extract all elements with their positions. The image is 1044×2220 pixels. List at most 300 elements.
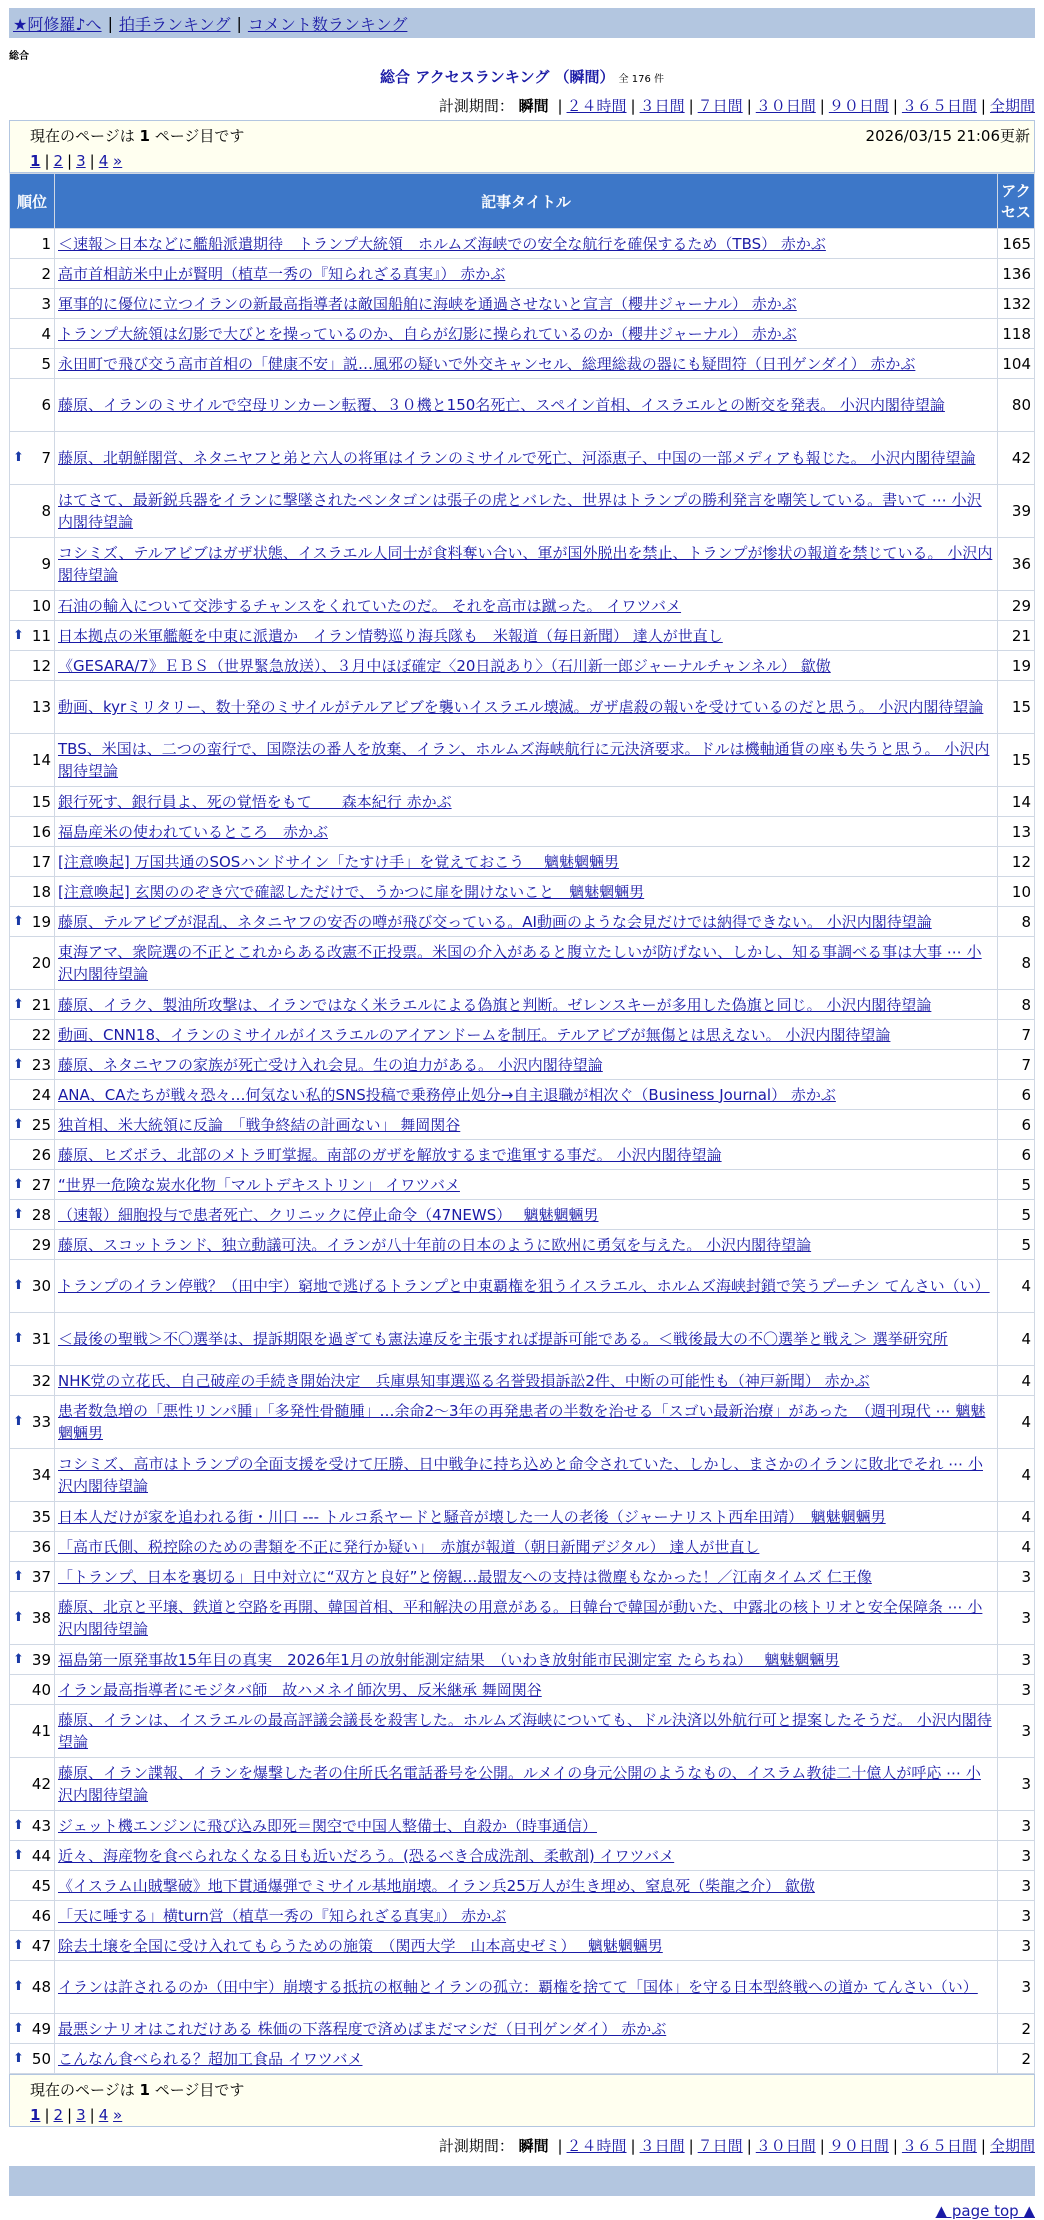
access-count: 13 xyxy=(998,817,1035,847)
up-arrow-icon: ⬆ xyxy=(13,1847,24,1863)
ranking-table xyxy=(9,173,1035,2074)
separator: | xyxy=(746,97,752,115)
rank-number: 10 xyxy=(31,596,51,615)
period-link[interactable]: ３０日間 xyxy=(755,2137,816,2155)
access-count: 7 xyxy=(998,1020,1035,1050)
access-count: 5 xyxy=(998,1230,1035,1260)
title-cell xyxy=(55,907,998,937)
table-row xyxy=(10,349,1035,379)
rank-cell xyxy=(10,349,55,379)
rank-cell xyxy=(10,259,55,289)
rank-cell xyxy=(10,1050,55,1080)
title-cell xyxy=(55,538,998,591)
article-link[interactable]: 東海アマ、衆院選の不正とこれからある改憲不正投票。米国の介入があると腹立たしいが防げない、しかし、知る事調べる事は大事 ⋯ 小沢内閣待望論 xyxy=(58,943,982,983)
access-count: 4 xyxy=(998,1366,1035,1396)
title-cell xyxy=(55,1961,998,2014)
rank-number: 13 xyxy=(31,698,51,716)
rank-number: 19 xyxy=(31,912,51,931)
title-cell xyxy=(55,432,998,485)
rank-number: 49 xyxy=(31,2019,51,2038)
article-link[interactable]: 福島第一原発事故15年目の真実 2026年1月の放射能測定結果 （いわき放射能市民測定室 たらちね） 魑魅魍魎男 xyxy=(58,1650,840,1669)
title-cell xyxy=(55,379,998,432)
title-cell xyxy=(55,1170,998,1200)
page-link[interactable]: 1 xyxy=(30,2106,41,2124)
page-link[interactable]: 1 xyxy=(30,152,41,170)
table-row xyxy=(10,289,1035,319)
article-link[interactable]: 「トランプ、日本を裏切る」日中対立に“双方と良好”と傍観…最盟友への支持は微塵もなかった！／江南タイムズ 仁王像 xyxy=(58,1567,872,1586)
rank-number: 26 xyxy=(31,1145,51,1164)
col-count: アクセス xyxy=(998,174,1035,229)
period-link[interactable]: ７日間 xyxy=(697,2137,743,2155)
access-count: 8 xyxy=(998,937,1035,990)
access-count: 8 xyxy=(998,907,1035,937)
title-cell xyxy=(55,1901,998,1931)
rank-number: 28 xyxy=(31,1205,51,1224)
table-row xyxy=(10,1532,1035,1562)
article-link[interactable]: 独首相、米大統領に反論 「戦争終結の計画ない」 舞岡関谷 xyxy=(58,1115,461,1134)
rank-cell xyxy=(10,1871,55,1901)
access-count: 3 xyxy=(998,1562,1035,1592)
title-cell xyxy=(55,651,998,681)
separator: | xyxy=(67,2106,73,2124)
separator: | xyxy=(688,97,694,115)
period-link[interactable]: ３６５日間 xyxy=(901,2137,977,2155)
up-arrow-icon: ⬆ xyxy=(13,627,24,643)
title-cell xyxy=(55,2014,998,2044)
up-arrow-icon: ⬆ xyxy=(13,1206,24,1222)
title-cell xyxy=(55,1110,998,1140)
table-row xyxy=(10,877,1035,907)
article-link[interactable]: ＜速報＞日本などに艦船派遣期待 トランプ大統領 ホルムズ海峡での安全な航行を確保するため（TBS） 赤かぶ xyxy=(58,234,826,253)
col-title: 記事タイトル xyxy=(55,174,998,229)
table-row xyxy=(10,621,1035,651)
table-row xyxy=(10,1449,1035,1502)
up-arrow-icon: ⬆ xyxy=(13,1414,24,1429)
table-row xyxy=(10,432,1035,485)
rank-number: 42 xyxy=(31,1775,51,1793)
rank-number: 31 xyxy=(31,1330,51,1348)
table-row xyxy=(10,259,1035,289)
table-row xyxy=(10,485,1035,538)
title-cell xyxy=(55,621,998,651)
access-count: 15 xyxy=(998,734,1035,787)
table-row xyxy=(10,734,1035,787)
access-count: 3 xyxy=(998,1871,1035,1901)
article-link[interactable]: 最悪シナリオはこれだけある 株価の下落程度で済めばまだマシだ（日刊ゲンダイ） 赤かぶ xyxy=(58,2019,667,2038)
separator: | xyxy=(557,97,563,115)
period-link[interactable]: ３０日間 xyxy=(755,97,816,115)
table-row xyxy=(10,2014,1035,2044)
rank-number: 41 xyxy=(31,1722,51,1740)
rank-cell xyxy=(10,817,55,847)
rank-cell xyxy=(10,485,55,538)
table-row xyxy=(10,1841,1035,1871)
article-link[interactable]: 患者数急増の「悪性リンパ腫」「多発性骨髄腫」…余命2～3年の再発患者の半数を治せる「スゴい最新治療」があった （週刊現代 ⋯ 魑魅魍魎男 xyxy=(58,1402,986,1442)
rank-number: 12 xyxy=(31,656,51,675)
period-link[interactable]: ２４時間 xyxy=(566,97,627,115)
article-link[interactable]: NHK党の立花氏、自己破産の手続き開始決定 兵庫県知事選巡る名誉毀損訴訟2件、中断の可能性も（神戸新聞） 赤かぶ xyxy=(58,1371,870,1390)
title-cell xyxy=(55,1502,998,1532)
page-top-link[interactable]: ▲ page top ▲ xyxy=(935,2202,1035,2220)
period-label: 計測期間： xyxy=(438,2137,514,2155)
rank-number: 6 xyxy=(41,396,51,414)
rank-number: 50 xyxy=(31,2049,51,2068)
rank-number: 1 xyxy=(41,234,51,253)
article-link[interactable]: こんなん食べられる？超加工食品 イワツバメ xyxy=(58,2049,363,2068)
article-link[interactable]: 藤原、イランは、イスラエルの最高評議会議長を殺害した。ホルムズ海峡についても、ドル決済以外航行可と提案したそうだ。 小沢内閣待望論 xyxy=(58,1711,992,1751)
access-count: 7 xyxy=(998,1050,1035,1080)
rank-cell xyxy=(10,1841,55,1871)
article-link[interactable]: 高市首相訪米中止が賢明（植草一秀の『知られざる真実』） 赤かぶ xyxy=(58,264,506,283)
article-link[interactable]: 藤原、ネタニヤフの家族が死亡受け入れ会見。生の迫力がある。 小沢内閣待望論 xyxy=(58,1055,603,1074)
title-cell xyxy=(55,319,998,349)
article-link[interactable]: トランプ大統領は幻影で大びとを操っているのか、自らが幻影に操られているのか（櫻井ジャーナル） 赤かぶ xyxy=(58,324,797,343)
up-arrow-icon: ⬆ xyxy=(13,1568,24,1584)
separator: | xyxy=(980,97,986,115)
rank-cell xyxy=(10,1020,55,1050)
access-count: 136 xyxy=(998,259,1035,289)
rank-cell xyxy=(10,1080,55,1110)
rank-cell xyxy=(10,1170,55,1200)
rank-number: 23 xyxy=(31,1055,51,1074)
title-cell xyxy=(55,1449,998,1502)
title-cell xyxy=(55,1230,998,1260)
title-cell xyxy=(55,289,998,319)
title-cell xyxy=(55,1532,998,1562)
access-count: 80 xyxy=(998,379,1035,432)
rank-number: 33 xyxy=(31,1413,51,1431)
article-link[interactable]: 動画、CNN18、イランのミサイルがイスラエルのアイアンドームを制圧。テルアビブが無傷とは思えない。 小沢内閣待望論 xyxy=(58,1025,891,1044)
rank-number: 21 xyxy=(31,995,51,1014)
separator: | xyxy=(892,2137,898,2155)
page-link[interactable]: 2 xyxy=(53,152,64,170)
pager xyxy=(30,152,1030,170)
rank-number: 45 xyxy=(31,1876,51,1895)
access-count: 10 xyxy=(998,877,1035,907)
title-cell xyxy=(55,1562,998,1592)
table-row xyxy=(10,990,1035,1020)
article-link[interactable]: 「高市氏側、税控除のための書類を不正に発行か疑い」 赤旗が報道（朝日新聞デジタル） 達人が世直し xyxy=(58,1537,760,1556)
up-arrow-icon: ⬆ xyxy=(13,1176,24,1192)
article-link[interactable]: [注意喚起] 万国共通のSOSハンドサイン「たすけ手」を覚えておこう 魑魅魍魎男 xyxy=(58,852,620,871)
rank-number: 18 xyxy=(31,882,51,901)
access-count: 6 xyxy=(998,1110,1035,1140)
up-arrow-icon: ⬆ xyxy=(13,1651,24,1667)
table-row xyxy=(10,1758,1035,1811)
table-row xyxy=(10,681,1035,734)
rank-cell xyxy=(10,319,55,349)
separator: | xyxy=(557,2137,563,2155)
table-row xyxy=(10,1080,1035,1110)
access-count: 14 xyxy=(998,787,1035,817)
period-link[interactable]: 全期間 xyxy=(989,2137,1035,2155)
up-arrow-icon: ⬆ xyxy=(13,1817,24,1833)
rank-number: 32 xyxy=(31,1371,51,1390)
access-count: 29 xyxy=(998,591,1035,621)
access-count: 3 xyxy=(998,1811,1035,1841)
rank-cell xyxy=(10,651,55,681)
rank-number: 34 xyxy=(31,1466,51,1484)
article-link[interactable]: トランプのイラン停戦？（田中宇）窮地で逃げるトランプと中東覇権を狙うイスラエル、ホルムズ海峡封鎖で笑うプーチン てんさい（い） xyxy=(58,1277,990,1295)
separator: | xyxy=(44,2106,50,2124)
table-row xyxy=(10,937,1035,990)
page-top xyxy=(9,2202,1035,2220)
rank-cell xyxy=(10,379,55,432)
rank-number: 20 xyxy=(31,954,51,972)
article-link[interactable]: コシミズ、高市はトランプの全面支援を受けて圧勝、日中戦争に持ち込めと命令されていた、しかし、まさかのイランに敗北でそれ ⋯ 小沢内閣待望論 xyxy=(58,1455,983,1495)
title-cell xyxy=(55,2044,998,2074)
next-page-link[interactable]: » xyxy=(113,2106,123,2124)
period-link[interactable]: ３日間 xyxy=(639,2137,685,2155)
page-status xyxy=(30,2079,244,2100)
rank-cell xyxy=(10,1562,55,1592)
title-cell xyxy=(55,1841,998,1871)
period-link[interactable]: 全期間 xyxy=(989,97,1035,115)
title-cell xyxy=(55,990,998,1020)
rank-cell xyxy=(10,229,55,259)
separator: | xyxy=(630,97,636,115)
rank-number: 17 xyxy=(31,852,51,871)
access-count: 165 xyxy=(998,229,1035,259)
up-arrow-icon: ⬆ xyxy=(13,450,24,465)
period-link[interactable]: ３６５日間 xyxy=(901,97,977,115)
rank-number: 4 xyxy=(41,324,51,343)
page-status xyxy=(30,125,244,146)
article-link[interactable]: 藤原、テルアビブが混乱、ネタニヤフの安否の噂が飛び交っている。AI動画のような会見だけでは納得できない。 小沢内閣待望論 xyxy=(58,912,932,931)
up-arrow-icon: ⬆ xyxy=(13,2020,24,2036)
page-link[interactable]: 2 xyxy=(53,2106,64,2124)
rank-number: 27 xyxy=(31,1175,51,1194)
updated-timestamp: 2026/03/15 21:06更新 xyxy=(865,127,1030,145)
rank-cell xyxy=(10,1675,55,1705)
rank-cell xyxy=(10,2014,55,2044)
page-status-prefix: 現在のページは xyxy=(30,127,135,145)
next-page-link[interactable]: » xyxy=(113,152,123,170)
up-arrow-icon: ⬆ xyxy=(13,1610,24,1625)
rank-cell xyxy=(10,1592,55,1645)
separator: | xyxy=(107,13,113,33)
home-link[interactable]: ★阿修羅♪へ xyxy=(13,14,102,34)
page-info-bottom xyxy=(9,2074,1035,2127)
table-row xyxy=(10,591,1035,621)
separator: | xyxy=(67,152,73,170)
page-title-text: 総合 アクセスランキング （瞬間） xyxy=(380,68,615,86)
table-row xyxy=(10,787,1035,817)
period-links xyxy=(553,97,1035,115)
access-count: 2 xyxy=(998,2044,1035,2074)
rank-cell xyxy=(10,990,55,1020)
article-link[interactable]: 永田町で飛び交う高市首相の「健康不安」説…風邪の疑いで外交キャンセル、総理総裁の器にも疑問符（日刊ゲンダイ） 赤かぶ xyxy=(58,354,916,373)
rank-number: 7 xyxy=(41,449,51,467)
article-link[interactable]: はてさて、最新鋭兵器をイランに撃墜されたペンタゴンは張子の虎とバレた、世界はトランプの勝利発言を嘲笑している。書いて ⋯ 小沢内閣待望論 xyxy=(58,491,982,531)
access-count: 118 xyxy=(998,319,1035,349)
article-link[interactable]: （速報）細胞投与で患者死亡、クリニックに停止命令（47NEWS） 魑魅魍魎男 xyxy=(58,1205,599,1224)
rank-number: 36 xyxy=(31,1537,51,1556)
article-link[interactable]: TBS、米国は、二つの蛮行で、国際法の番人を放棄、イラン、ホルムズ海峡航行に元決済要求。ドルは機軸通貨の座も失うと思う。 小沢内閣待望論 xyxy=(58,740,990,780)
rank-cell xyxy=(10,847,55,877)
title-cell xyxy=(55,1050,998,1080)
up-arrow-icon: ⬆ xyxy=(13,1331,24,1346)
rank-number: 47 xyxy=(31,1936,51,1955)
period-link[interactable]: ９０日間 xyxy=(828,2137,889,2155)
article-link[interactable]: 《GESARA/7》ＥＢＳ（世界緊急放送）、３月中ほぼ確定〈20日説あり〉（石川新一郎ジャーナルチャンネル） 歙傲 xyxy=(58,656,831,675)
page-link[interactable]: 3 xyxy=(76,152,86,170)
rank-cell xyxy=(10,1449,55,1502)
article-link[interactable]: [注意喚起] 玄関ののぞき穴で確認しただけで、うかつに扉を開けないこと 魑魅魍魎男 xyxy=(58,882,645,901)
access-count: 132 xyxy=(998,289,1035,319)
article-link[interactable]: 動画、kyrミリタリー、数十発のミサイルがテルアビブを襲いイスラエル壊滅。ガザ虐殺の報いを受けているのだと思う。 小沢内閣待望論 xyxy=(58,698,984,716)
rank-cell xyxy=(10,1901,55,1931)
period-link[interactable]: ７日間 xyxy=(697,97,743,115)
rank-number: 43 xyxy=(31,1816,51,1835)
article-link[interactable]: ジェット機エンジンに飛び込み即死＝関空で中国人整備士、自殺か（時事通信） xyxy=(58,1816,597,1835)
article-link[interactable]: 除去土壌を全国に受け入れてもらうための施策 （関西大学 山本高史ゼミ） 魑魅魍魎男 xyxy=(58,1936,663,1955)
table-row xyxy=(10,1931,1035,1961)
title-cell xyxy=(55,1592,998,1645)
rank-cell xyxy=(10,538,55,591)
article-link[interactable]: 石油の輸入について交渉するチャンスをくれていたのだ。 それを高市は蹴った。 イワツバメ xyxy=(58,596,682,615)
title-cell xyxy=(55,259,998,289)
table-row xyxy=(10,1140,1035,1170)
article-link[interactable]: 藤原、ヒズボラ、北部のメトラ町掌握。南部のガザを解放するまで進軍する事だ。 小沢内閣待望論 xyxy=(58,1145,722,1164)
period-link[interactable]: ３日間 xyxy=(639,97,685,115)
rank-number: 22 xyxy=(31,1025,51,1044)
access-count: 3 xyxy=(998,1758,1035,1811)
access-count: 4 xyxy=(998,1260,1035,1313)
article-link[interactable]: 銀行死す、銀行員よ、死の覚悟をもて 森本紀行 赤かぶ xyxy=(58,792,452,811)
table-row xyxy=(10,1170,1035,1200)
article-link[interactable]: 軍事的に優位に立つイランの新最高指導者は敵国船舶に海峡を通過させないと宣言（櫻井ジャーナル） 赤かぶ xyxy=(58,294,797,313)
title-cell xyxy=(55,1645,998,1675)
up-arrow-icon: ⬆ xyxy=(13,1979,24,1994)
page-status-prefix: 現在のページは xyxy=(30,2081,135,2099)
page-title xyxy=(0,66,1044,87)
article-link[interactable]: イランは許されるのか（田中宇）崩壊する抵抗の枢軸とイランの孤立：覇権を捨てて「国体」を守る日本型終戦への道か てんさい（い） xyxy=(58,1978,978,1996)
rank-number: 38 xyxy=(31,1609,51,1627)
rank-cell xyxy=(10,681,55,734)
title-cell xyxy=(55,734,998,787)
article-link[interactable]: ANA、CAたちが戦々恐々…何気ない私的SNS投稿で乗務停止処分→自主退職が相次ぐ（Business Journal） 赤かぶ xyxy=(58,1085,836,1104)
period-active: 瞬間 xyxy=(518,97,549,115)
rank-number: 14 xyxy=(31,751,51,769)
table-row xyxy=(10,1871,1035,1901)
table-row xyxy=(10,1961,1035,2014)
article-link[interactable]: 藤原、北朝鮮閣営、ネタニヤフと弟と六人の将軍はイランのミサイルで死亡、河添恵子、中国の一部メディアも報じた。 小沢内閣待望論 xyxy=(58,449,976,467)
up-arrow-icon: ⬆ xyxy=(13,2050,24,2066)
clap-ranking-link[interactable]: 拍手ランキング xyxy=(118,14,231,34)
title-cell xyxy=(55,1396,998,1449)
page-status-num: 1 xyxy=(139,2081,150,2099)
title-cell xyxy=(55,877,998,907)
rank-number: 46 xyxy=(31,1906,51,1925)
comment-ranking-link[interactable]: コメント数ランキング xyxy=(247,14,408,34)
article-link[interactable]: “世界一危険な炭水化物「マルトデキストリン」 イワツバメ xyxy=(58,1175,460,1194)
article-link[interactable]: ＜最後の聖戦＞不〇選挙は、提訴期限を過ぎても憲法違反を主張すれば提訴可能である。＜戦後最大の不〇選挙と戦え＞ 選挙研究所 xyxy=(58,1330,948,1348)
page-link[interactable]: 3 xyxy=(76,2106,86,2124)
access-count: 12 xyxy=(998,847,1035,877)
access-count: 3 xyxy=(998,1901,1035,1931)
article-link[interactable]: 日本人だけが家を追われる街・川口 --- トルコ系ヤードと騒音が壊した一人の老後（ジャーナリスト西牟田靖） 魑魅魍魎男 xyxy=(58,1507,886,1526)
table-row xyxy=(10,538,1035,591)
separator: | xyxy=(746,2137,752,2155)
ranking-body xyxy=(10,229,1035,2074)
up-arrow-icon: ⬆ xyxy=(13,1278,24,1293)
article-link[interactable]: 藤原、イランのミサイルで空母リンカーン転覆、３０機と150名死亡、スペイン首相、イスラエルとの断交を発表。 小沢内閣待望論 xyxy=(58,396,945,414)
separator: | xyxy=(819,97,825,115)
page-status-suffix: ページ目です xyxy=(154,127,245,145)
period-link[interactable]: ２４時間 xyxy=(566,2137,627,2155)
page-link[interactable]: 4 xyxy=(98,152,109,170)
rank-cell xyxy=(10,1313,55,1366)
article-link[interactable]: 《イスラム山賊撃破》地下貫通爆弾でミサイル基地崩壊。イラン兵25万人が生き埋め、窒息死（柴龍之介） 歙傲 xyxy=(58,1876,815,1895)
rank-cell xyxy=(10,1961,55,2014)
article-link[interactable]: コシミズ、テルアビブはガザ状態、イスラエル人同士が食料奪い合い、軍が国外脱出を禁止、トランプが惨状の報道を禁じている。 小沢内閣待望論 xyxy=(58,544,993,584)
period-link[interactable]: ９０日間 xyxy=(828,97,889,115)
separator: | xyxy=(688,2137,694,2155)
rank-cell xyxy=(10,1532,55,1562)
title-cell xyxy=(55,817,998,847)
page-status-suffix: ページ目です xyxy=(154,2081,245,2099)
table-row xyxy=(10,379,1035,432)
access-count: 19 xyxy=(998,651,1035,681)
article-link[interactable]: 藤原、スコットランド、独立動議可決。イランが八十年前の日本のように欧州に勇気を与えた。 小沢内閣待望論 xyxy=(58,1235,812,1254)
article-link[interactable]: 「天に唾する」横turn営（植草一秀の『知られざる真実』） 赤かぶ xyxy=(58,1906,507,1925)
title-cell xyxy=(55,1313,998,1366)
title-cell xyxy=(55,349,998,379)
rank-number: 2 xyxy=(41,264,51,283)
period-label: 計測期間： xyxy=(438,97,514,115)
access-count: 3 xyxy=(998,1645,1035,1675)
article-link[interactable]: 藤原、イラン諜報、イランを爆撃した者の住所氏名電話番号を公開。ルメイの身元公開のようなもの、イスラム教徒二十億人が呼応 ⋯ 小沢内閣待望論 xyxy=(58,1764,981,1804)
access-count: 6 xyxy=(998,1080,1035,1110)
access-count: 3 xyxy=(998,1675,1035,1705)
page-status-num: 1 xyxy=(139,127,150,145)
table-row xyxy=(10,1592,1035,1645)
rank-number: 40 xyxy=(31,1680,51,1699)
separator: | xyxy=(630,2137,636,2155)
separator: | xyxy=(89,2106,95,2124)
table-row xyxy=(10,1705,1035,1758)
rank-cell xyxy=(10,1645,55,1675)
table-row xyxy=(10,1645,1035,1675)
access-count: 4 xyxy=(998,1532,1035,1562)
rank-cell xyxy=(10,1931,55,1961)
separator: | xyxy=(89,152,95,170)
article-link[interactable]: 藤原、イラク、製油所攻撃は、イランではなく米ラエルによる偽旗と判断。ゼレンスキーが多用した偽旗と同じ。 小沢内閣待望論 xyxy=(58,995,932,1014)
page-link[interactable]: 4 xyxy=(98,2106,109,2124)
article-link[interactable]: 藤原、北京と平壌、鉄道と空路を再開、韓国首相、平和解決の用意がある。日韓台で韓国が動いた、中露北の核トリオと安全保障条 ⋯ 小沢内閣待望論 xyxy=(58,1598,983,1638)
table-row xyxy=(10,1230,1035,1260)
title-cell xyxy=(55,1811,998,1841)
access-count: 3 xyxy=(998,1841,1035,1871)
rank-cell xyxy=(10,907,55,937)
rank-cell xyxy=(10,734,55,787)
article-link[interactable]: 福島産米の使われているところ 赤かぶ xyxy=(58,822,329,841)
up-arrow-icon: ⬆ xyxy=(13,1056,24,1072)
title-cell xyxy=(55,1871,998,1901)
article-link[interactable]: 近々、海産物を食べられなくなる日も近いだろう。(恐るべき合成洗剤、柔軟剤) イワツバメ xyxy=(58,1846,675,1865)
rank-cell xyxy=(10,1811,55,1841)
title-cell xyxy=(55,1140,998,1170)
title-cell xyxy=(55,1200,998,1230)
title-cell xyxy=(55,229,998,259)
article-link[interactable]: 日本拠点の米軍艦艇を中東に派遣か イラン情勢巡り海兵隊も 米報道（毎日新聞） 達人が世直し xyxy=(58,626,723,645)
article-link[interactable]: イラン最高指導者にモジタバ師 故ハメネイ師次男、反米継承 舞岡関谷 xyxy=(58,1680,542,1699)
access-count: 2 xyxy=(998,2014,1035,2044)
access-count: 3 xyxy=(998,1931,1035,1961)
rank-cell xyxy=(10,1396,55,1449)
access-count: 36 xyxy=(998,538,1035,591)
